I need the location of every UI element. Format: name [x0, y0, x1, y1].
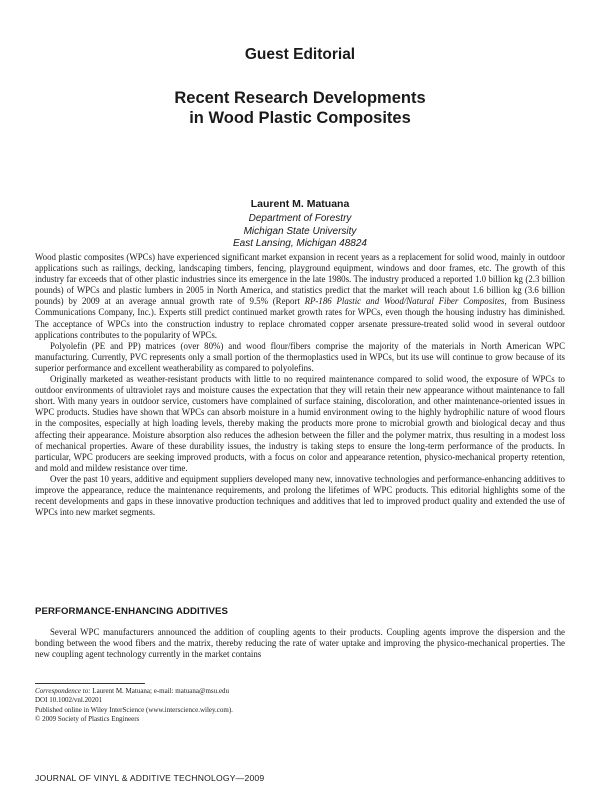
published-note: Published online in Wiley InterScience (www.interscience.wiley.com).: [35, 705, 233, 714]
affiliation-location: East Lansing, Michigan 48824: [233, 238, 367, 249]
affiliation-department: Department of Forestry: [248, 213, 352, 224]
journal-footer: JOURNAL OF VINYL & ADDITIVE TECHNOLOGY—2009: [35, 773, 265, 783]
paragraph-1: Wood plastic composites (WPCs) have experienced significant market expansion in recent years as a replacement for solid wood, mainly in outdoor applications such as railings, decking, landscaping timbers, fencing, playground equipment, windows and door frames, etc. The growth of this industry far exceeds that of other plastic industries since its emergence in the late 1980s. The industry produced a reported 1.0 billion kg (2.3 billion pounds) of WPCs and plastic lumbers in 2005 in North America, and statistics predict that the market will reach about 1.6 billion kg (3.6 billion pounds) by 2009 at an average annual growth rate of 9.5% (Report RP-186 Plastic and Wood/Natural Fiber Composites, from Business Communications Company, Inc.). Experts still predict continued market growth rates for WPCs, even though the housing industry has diminished. The acceptance of WPCs into the construction industry to replace chromated copper arsenate pressure-treated solid wood in several outdoor applications contributes to the popularity of WPCs.: [35, 252, 565, 340]
title-line-2: in Wood Plastic Composites: [189, 109, 411, 127]
paragraph-2: Polyolefin (PE and PP) matrices (over 80%) and wood flour/fibers comprise the majority of the materials in North American WPC manufacturing. Currently, PVC represents only a small portion of the thermoplastics used in WPCs, but its use will continue to grow because of its superior performance and excellent weatherability as compared to polyolefins.: [35, 340, 565, 373]
correspondence-note: Correspondence to: Laurent M. Matuana; e-mail: matuana@msu.edu: [35, 687, 229, 695]
affiliation-university: Michigan State University: [243, 225, 357, 237]
paragraph-4: Over the past 10 years, additive and equipment suppliers developed many new, innovative technologies and performance-enhancing additives to improve the appearance, reduce the maintenance requirements, and prolong the lifetimes of WPC products. This editorial highlights some of the recent developments and gaps in these innovative production techniques and additives that led to improved product quality and extended the use of WPCs into new market segments.: [35, 473, 565, 518]
paragraph-3: Originally marketed as weather-resistant products with little to no required maintenance compared to solid wood, the exposure of WPCs to outdoor environments of ultraviolet rays and moisture causes the expectation that they will retain their new appearance without maintenance to fall short. With many years in outdoor service, customers have complained of surface staining, discoloration, and other maintenance-oriented issues in WPC products. Studies have shown that WPCs can absorb moisture in a humid environment owing to the highly hydrophilic nature of wood flours in the composites, especially at high loading levels, thereby making the products more prone to microbial growth and biological decay and thus affecting their appearance. Moisture absorption also reduces the adhesion between the filler and the polymer matrix, thus resulting in a modest loss of mechanical properties. Aware of these durability issues, the industry is taking steps to ensure the long-term performance of the products. In particular, WPC producers are seeking improved products, with a focus on color and appearance retention, physico-mechanical property retention, and mold and mildew resistance over time.: [35, 374, 565, 473]
section-heading: PERFORMANCE-ENHANCING ADDITIVES: [35, 606, 229, 617]
footnote-divider: [35, 683, 145, 684]
section-label: Guest Editorial: [244, 46, 356, 63]
doi-note: DOI 10.1002/vnl.20201: [35, 696, 103, 705]
article-title: [0, 88, 600, 128]
section-paragraph-1: Several WPC manufacturers announced the addition of coupling agents to their products. Coupling agents improve the dispersion and the bonding between the wood fibers and the matrix, thereby reducing the rate of water uptake and improving the physico-mechanical properties. The new coupling agent technology currently in the market contains: [35, 627, 565, 660]
author-affiliation: [0, 213, 600, 251]
title-line-1: Recent Research Developments: [174, 89, 426, 107]
author-name: Laurent M. Matuana: [250, 198, 350, 210]
footnotes: [35, 687, 233, 725]
copyright-note: © 2009 Society of Plastics Engineers: [35, 715, 140, 724]
article-body: [35, 252, 565, 518]
